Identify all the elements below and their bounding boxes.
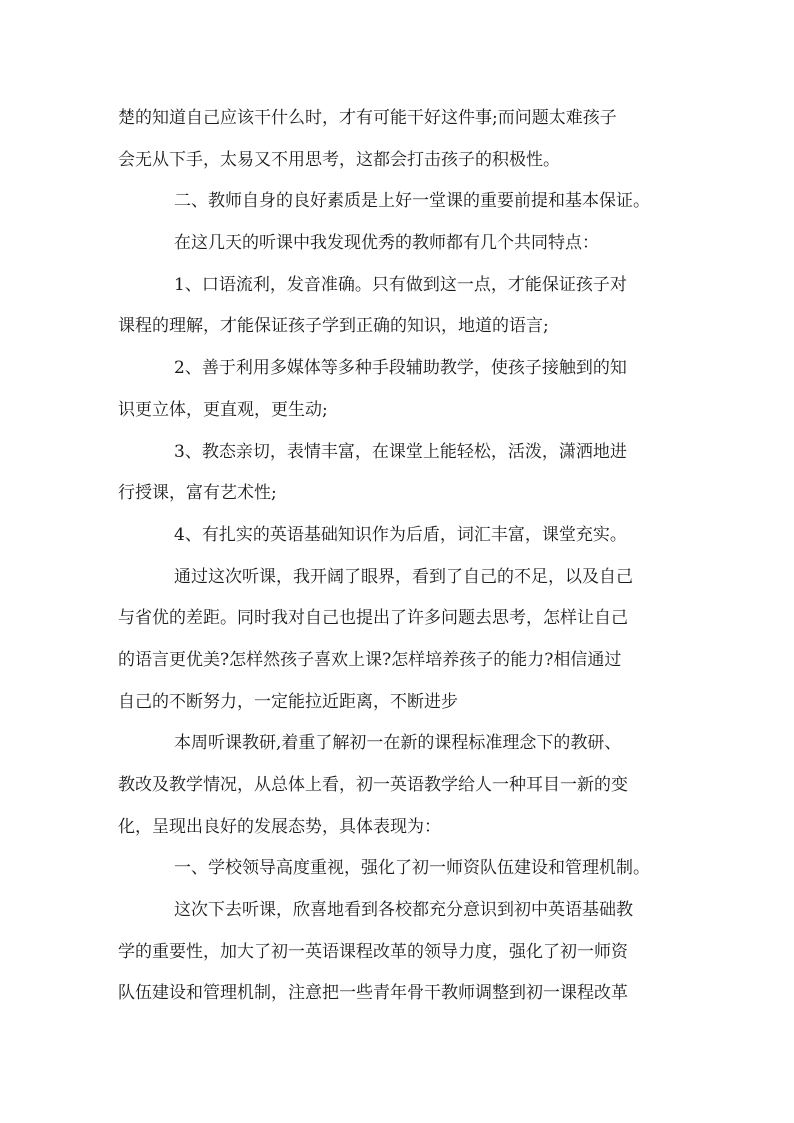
text-line: 行授课，富有艺术性; (118, 483, 277, 504)
text-line: 楚的知道自己应该干什么时，才有可能干好这件事;而问题太难孩子 (118, 108, 617, 128)
text-line: 教改及教学情况，从总体上看，初一英语教学给人一种耳目一新的变 (118, 775, 628, 795)
document-page (118, 98, 678, 1015)
text-line: 这次下去听课，欣喜地看到各校都充分意识到初中英语基础教 (174, 900, 633, 921)
text-line: 会无从下手，太易又不用思考，这都会打击孩子的积极性。 (118, 149, 560, 170)
text-line: 一、学校领导高度重视，强化了初一师资队伍建设和管理机制。 (174, 858, 650, 879)
text-line: 在这几天的听课中我发现优秀的教师都有几个共同特点： (174, 233, 599, 254)
text-line: 识更立体，更直观，更生动; (118, 399, 328, 420)
text-line: 通过这次听课，我开阔了眼界，看到了自己的不足，以及自己 (174, 566, 633, 587)
text-line: 自己的不断努力，一定能拉近距离，不断进步 (118, 691, 458, 712)
text-line: 1、口语流利，发音准确。只有做到这一点，才能保证孩子对 (174, 274, 627, 295)
text-line: 与省优的差距。同时我对自己也提出了许多问题去思考，怎样让自己 (118, 608, 628, 629)
text-line: 队伍建设和管理机制，注意把一些青年骨干教师调整到初一课程改革 (118, 983, 628, 1004)
text-line: 4、有扎实的英语基础知识作为后盾，词汇丰富，课堂充实。 (174, 524, 627, 545)
text-line: 二、教师自身的良好素质是上好一堂课的重要前提和基本保证。 (174, 191, 650, 212)
text-line: 的语言更优美?怎样然孩子喜欢上课?怎样培养孩子的能力?相信通过 (118, 649, 622, 670)
text-line: 本周听课教研,着重了解初一在新的课程标准理念下的教研、 (174, 733, 622, 754)
text-line: 学的重要性，加大了初一英语课程改革的领导力度，强化了初一师资 (118, 941, 628, 962)
text-line: 化，呈现出良好的发展态势，具体表现为： (118, 816, 441, 837)
text-line: 2、善于利用多媒体等多种手段辅助教学，使孩子接触到的知 (174, 358, 627, 379)
text-line: 3、教态亲切，表情丰富，在课堂上能轻松，活泼，潇洒地进 (174, 441, 627, 462)
text-line: 课程的理解，才能保证孩子学到正确的知识，地道的语言; (118, 316, 549, 337)
